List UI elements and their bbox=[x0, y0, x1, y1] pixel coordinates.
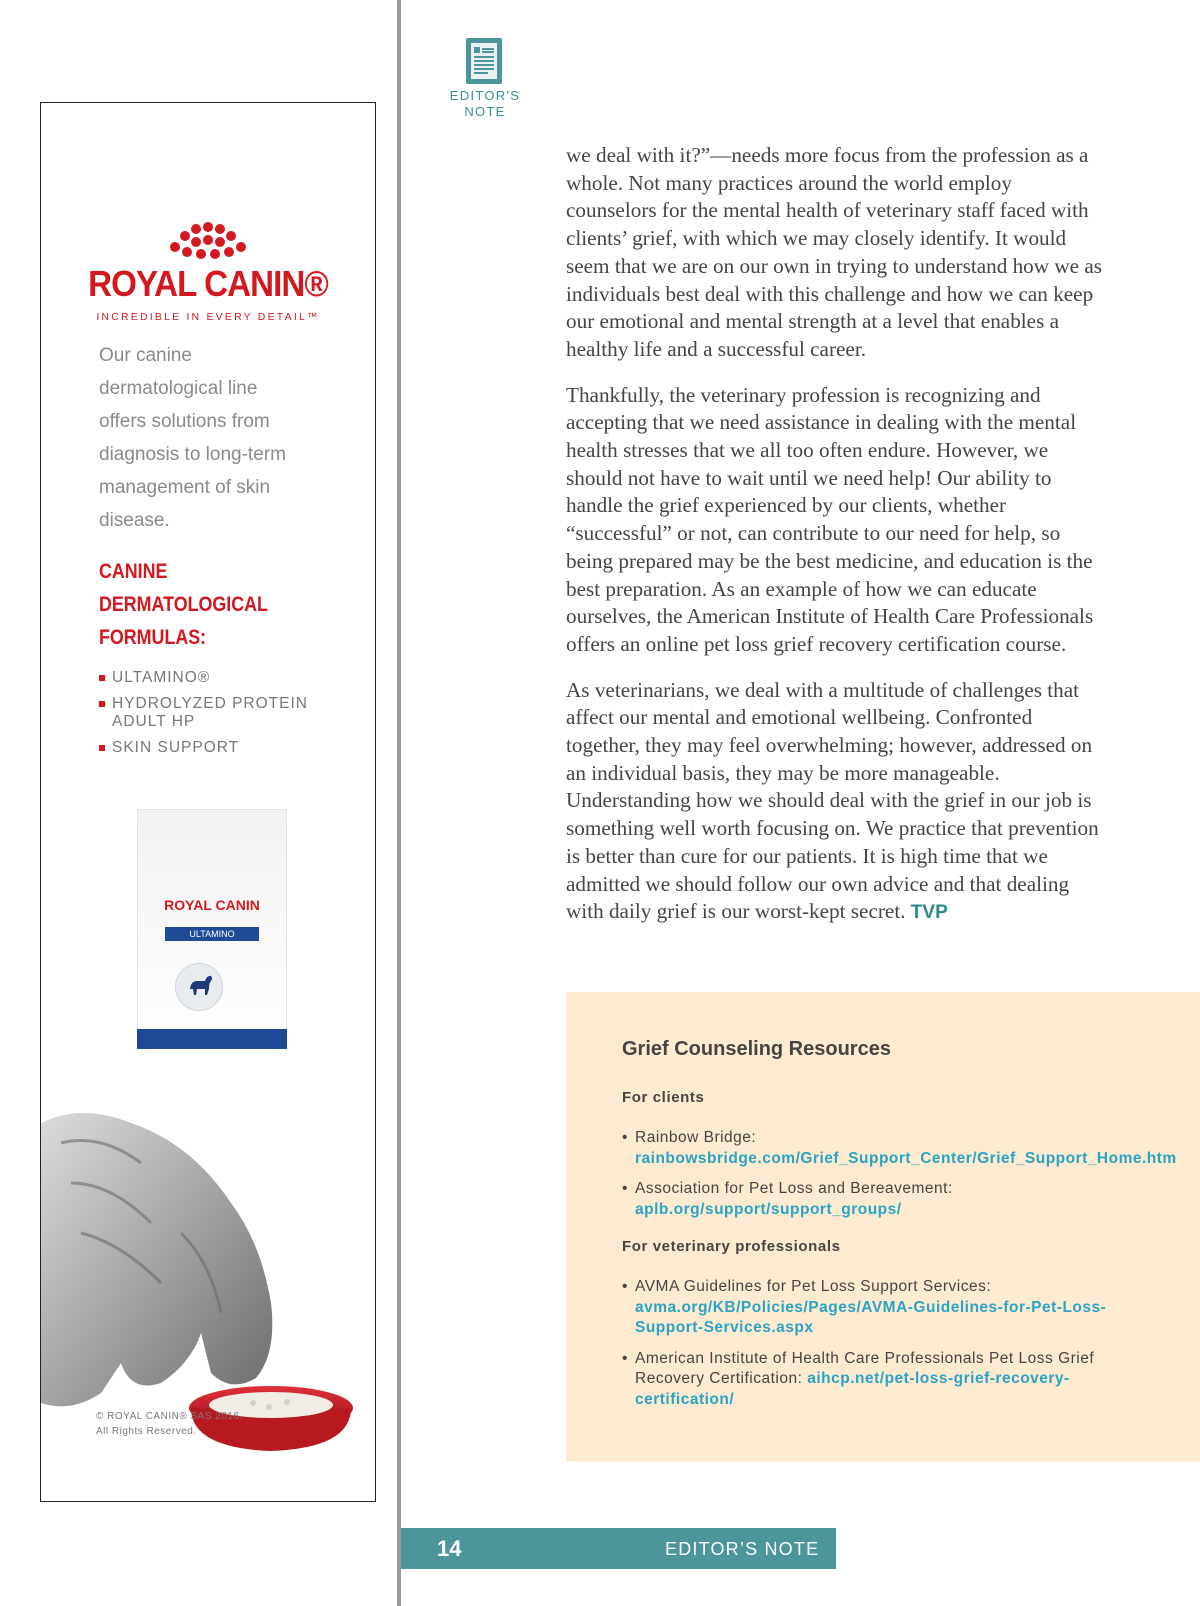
document-icon bbox=[464, 36, 504, 86]
ad-heading: CANINE DERMATOLOGICAL FORMULAS: bbox=[99, 560, 268, 649]
label-line: NOTE bbox=[464, 104, 506, 119]
bag-label: ULTAMINO bbox=[165, 927, 259, 941]
legal-line: All Rights Reserved. bbox=[96, 1426, 197, 1437]
formula-item: SKIN SUPPORT bbox=[99, 739, 339, 757]
dog-eating-photo bbox=[41, 1033, 376, 1453]
royal-canin-wordmark: ROYAL CANIN® bbox=[88, 263, 328, 304]
resource-item bbox=[622, 1179, 1122, 1220]
resource-link[interactable]: avma.org/KB/Policies/Pages/AVMA-Guidelines-for-Pet-Loss-Support-Services.aspx bbox=[635, 1298, 1107, 1336]
paragraph-text: As veterinarians, we deal with a multitude of challenges that affect our mental and emotional wellbeing. Confronted together, they may feel overwhelming; however, addressed on an individual basis, they may be more manageable. Understanding how we should deal with the grief in our job is something well worth focusing on. We practice that prevention is better than cure for our patients. It is high time that we admitted we should follow our own advice and that dealing with daily grief is our worst-kept secret. bbox=[566, 677, 1099, 924]
page-number: 14 bbox=[437, 1536, 462, 1561]
resource-link[interactable]: aplb.org/support/support_groups/ bbox=[635, 1200, 902, 1218]
vets-list bbox=[622, 1277, 1122, 1410]
article-body bbox=[566, 142, 1106, 945]
clients-heading: For clients bbox=[622, 1089, 705, 1106]
resource-item bbox=[622, 1349, 1122, 1411]
paragraph bbox=[566, 677, 1106, 927]
resource-item bbox=[622, 1128, 1177, 1169]
paragraph: we deal with it?”—needs more focus from the profession as a whole. Not many practices around the world employ counselors for the mental health of veterinary staff faced with clients’ grief, with which we may closely identify. It would seem that we are on our own in trying to understand how we as individuals best deal with this challenge and how we can keep our emotional and mental strength at a level that enables a healthy life and a successful career. bbox=[566, 143, 1103, 361]
label-line: EDITOR'S bbox=[449, 88, 521, 103]
column-divider bbox=[397, 0, 401, 1606]
editors-note-label bbox=[440, 88, 530, 120]
royal-canin-ad bbox=[40, 102, 376, 1502]
resources-title: Grief Counseling Resources bbox=[622, 1038, 891, 1060]
ad-copy: Our canine dermatological line offers solutions from diagnosis to long-term management of skin disease. bbox=[99, 345, 286, 531]
clients-list bbox=[622, 1128, 1177, 1220]
resource-label: Rainbow Bridge: bbox=[635, 1129, 757, 1146]
ad-legal-notice bbox=[96, 1409, 243, 1439]
resource-link[interactable]: rainbowsbridge.com/Grief_Support_Center/Grief_Support_Home.htm bbox=[635, 1149, 1177, 1167]
formula-item: HYDROLYZED PROTEIN ADULT HP bbox=[99, 695, 339, 731]
vets-heading: For veterinary professionals bbox=[622, 1238, 841, 1255]
paragraph: Thankfully, the veterinary profession is recognizing and accepting that we need assistance in dealing with the mental health stresses that we all too often endure. However, we should not have to wait until we need help! Our ability to handle the grief experienced by our clients, whether “successful” or not, can contribute to our need for help, so being prepared may be the best medicine, and education is the best preparation. As an example of how we can educate ourselves, the American Institute of Health Care Professionals offers an online pet loss grief recovery certification course. bbox=[566, 382, 1094, 656]
tvp-end-mark: TVP bbox=[910, 902, 948, 924]
resource-label: AVMA Guidelines for Pet Loss Support Services: bbox=[635, 1278, 992, 1295]
dog-silhouette-icon bbox=[185, 969, 215, 999]
resource-label: Association for Pet Loss and Bereavement: bbox=[635, 1180, 953, 1197]
bag-brand: ROYAL CANIN bbox=[164, 897, 260, 913]
page-footer bbox=[401, 1528, 836, 1569]
brand-tagline: INCREDIBLE IN EVERY DETAIL™ bbox=[96, 311, 320, 323]
resource-label: American Institute of Health Care Professionals Pet Loss Grief Recovery Certification: bbox=[635, 1349, 1095, 1387]
grief-resources-box bbox=[566, 992, 1200, 1462]
product-bag-image bbox=[137, 809, 287, 1049]
formula-item: ULTAMINO® bbox=[99, 669, 339, 687]
formula-list bbox=[99, 669, 339, 765]
section-name: EDITOR’S NOTE bbox=[665, 1539, 820, 1559]
legal-line: © ROYAL CANIN® SAS 2016. bbox=[96, 1411, 243, 1422]
resource-link[interactable]: aihcp.net/pet-loss-grief-recovery-certification/ bbox=[635, 1370, 1070, 1408]
resources-content bbox=[622, 1038, 1177, 1420]
resource-item bbox=[622, 1277, 1122, 1339]
